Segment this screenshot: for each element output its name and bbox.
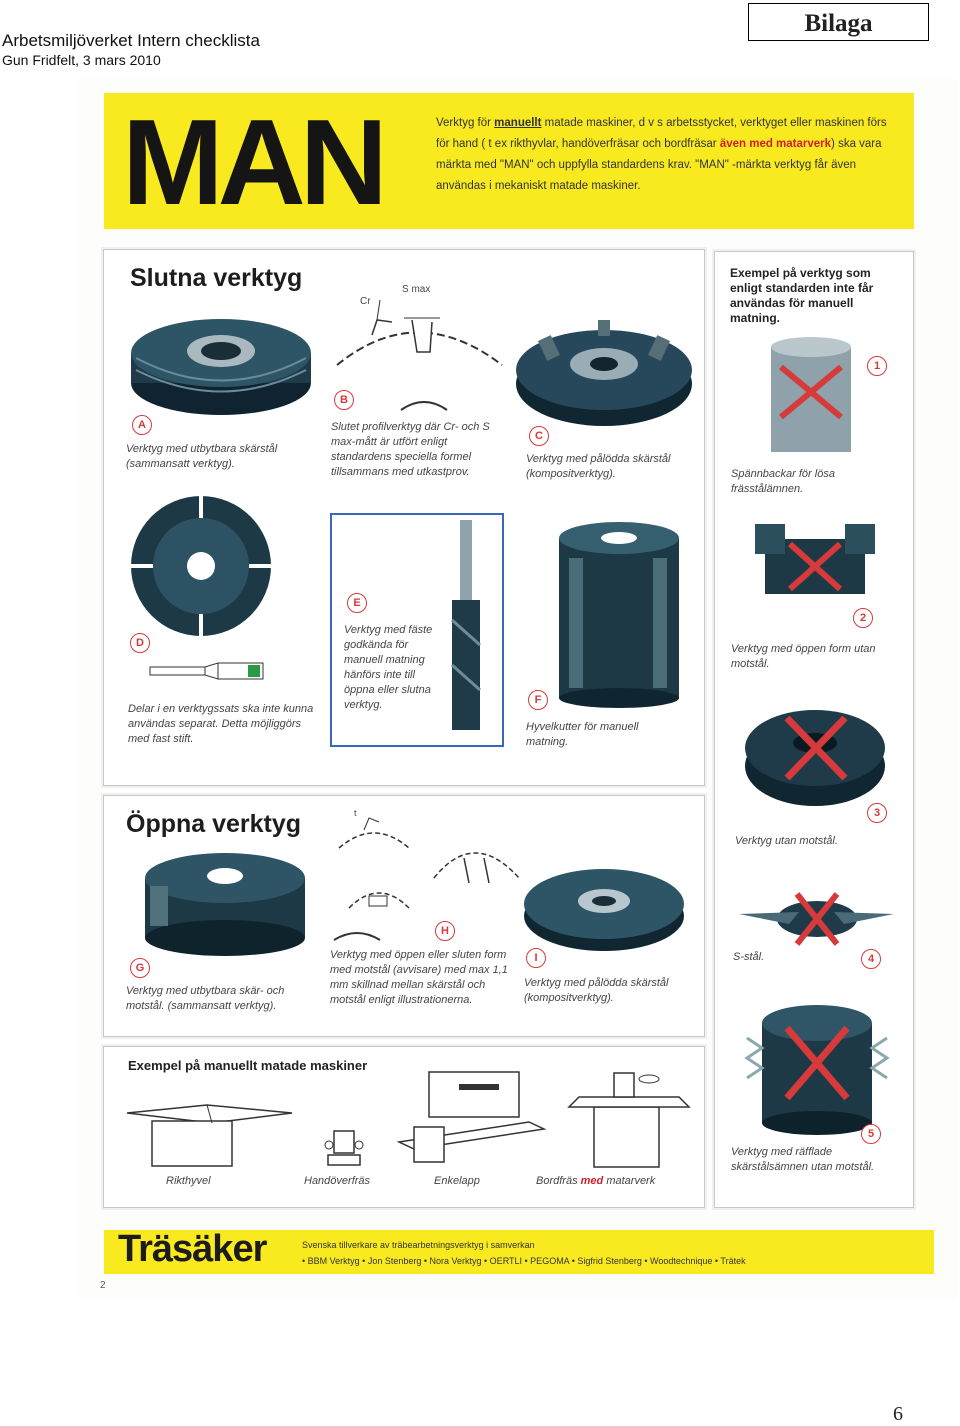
forbidden-tool-3-image (737, 688, 892, 813)
scan-page-number: 2 (100, 1280, 106, 1291)
smax-label: S max (402, 284, 431, 295)
handoverfras-icon (324, 1127, 364, 1172)
caption-h: Verktyg med öppen eller sluten form med motstål (avvisare) med max 1,1 mm skillnad mellan skärstål och motstål enligt illustrationerna. (330, 949, 508, 1006)
number-4-marker: 4 (861, 949, 881, 969)
document-header-author-date: Gun Fridfelt, 3 mars 2010 (2, 52, 161, 68)
forbidden-tool-1-image (761, 337, 861, 462)
enkelapp-icon (399, 1067, 549, 1167)
tool-i-image (516, 856, 691, 956)
pin-diagram (150, 662, 270, 682)
machine-caption-rikthyvel: Rikthyvel (166, 1175, 211, 1187)
document-header-title: Arbetsmiljöverket Intern checklista (2, 31, 260, 50)
number-1-marker: 1 (867, 356, 887, 376)
caption-i: Verktyg med pålödda skärstål (kompositverktyg). (524, 977, 669, 1004)
t1-label: t (354, 808, 357, 818)
trasaker-line-2: • BBM Verktyg • Jon Stenberg • Nora Verktyg • OERTLI • PEGOMA • Sigfrid Stenberg • Woodtechnique • Trätek (302, 1256, 746, 1266)
page-number: 6 (893, 1403, 903, 1425)
bordfras-icon (559, 1067, 699, 1172)
tool-f-image (549, 518, 689, 708)
forbidden-tools-heading: Exempel på verktyg som enligt standarden inte får användas för manuell matning. (730, 266, 874, 325)
trasaker-logo-word: Träsäker (118, 1228, 267, 1270)
caption-b: Slutet profilverktyg där Cr- och S max-mått är utfört enligt standardens speciella formel tillsammans med utkastprov. (331, 421, 490, 478)
man-banner (104, 93, 914, 229)
letter-h-marker: H (435, 921, 455, 941)
cr-label: Cr (360, 296, 371, 307)
caption-c: Verktyg med pålödda skärstål (kompositverktyg). (526, 453, 671, 480)
caption-a: Verktyg med utbytbara skärstål (sammansatt verktyg). (126, 443, 278, 470)
forbidden-caption-4: S-stål. (733, 951, 765, 963)
machines-heading: Exempel på manuellt matade maskiner (128, 1058, 368, 1073)
tool-d-image (126, 494, 276, 644)
tool-e-image (442, 520, 492, 735)
forbidden-caption-3: Verktyg utan motstål. (735, 835, 838, 847)
slutna-title: Slutna verktyg (130, 264, 303, 292)
caption-g: Verktyg med utbytbara skär- och motstål. (sammansatt verktyg). (126, 985, 285, 1012)
man-logo-word: MAN (122, 94, 382, 230)
oppna-verktyg-panel (103, 795, 705, 1037)
open-tool-diagrams (334, 808, 524, 918)
trasaker-banner (104, 1230, 934, 1274)
bilaga-box: Bilaga (748, 3, 929, 41)
caption-f: Hyvelkutter för manuell matning. (526, 721, 639, 748)
forbidden-caption-1: Spännbackar för lösa frässtålämnen. (731, 468, 835, 495)
machine-caption-enkelapp: Enkelapp (434, 1175, 480, 1187)
letter-g-marker: G (130, 958, 150, 978)
machines-panel (103, 1046, 705, 1208)
forbidden-tool-2-image (745, 514, 885, 604)
forbidden-caption-2: Verktyg med öppen form utan motstål. (731, 643, 876, 670)
letter-b-marker: B (334, 390, 354, 410)
forbidden-tools-panel (714, 251, 914, 1208)
tool-a-image (126, 298, 316, 418)
caption-e: Verktyg med fäste godkända för manuell matning hänförs inte till öppna eller slutna verktyg. (344, 624, 433, 711)
number-5-marker: 5 (861, 1124, 881, 1144)
caption-d: Delar i en verktygssats ska inte kunna användas separat. Detta möjliggörs med fast stift. (128, 703, 314, 745)
machine-caption-bordfras: Bordfräs med matarverk (536, 1175, 656, 1187)
letter-d-marker: D (130, 633, 150, 653)
letter-e-marker: E (347, 593, 367, 613)
forbidden-caption-5: Verktyg med räfflade skärstålsämnen utan motstål. (731, 1146, 875, 1173)
letter-i-marker: I (526, 948, 546, 968)
number-2-marker: 2 (853, 608, 873, 628)
machine-caption-handoverfras: Handöverfräs (304, 1175, 371, 1187)
trasaker-line-1: Svenska tillverkare av träbearbetningsverktyg i samverkan (302, 1240, 535, 1250)
arc-mark (399, 398, 449, 412)
arc-mark-h (332, 928, 382, 942)
letter-f-marker: F (528, 690, 548, 710)
number-3-marker: 3 (867, 803, 887, 823)
letter-c-marker: C (529, 426, 549, 446)
man-description: Verktyg för manuellt matade maskiner, d v s arbetsstycket, verktyget eller maskinen förs för hand ( t ex rikthyvlar, handöverfräsar och bordfräsar även med matarverk) ska vara märkta med "MAN" och uppfylla standardens krav. "MAN" -märkta verktyg får även användas i mekaniskt matade maskiner. (436, 117, 887, 192)
letter-a-marker: A (132, 415, 152, 435)
forbidden-tool-4-image (729, 884, 904, 954)
forbidden-tool-5-image (737, 998, 897, 1138)
slutna-verktyg-panel (103, 249, 705, 786)
oppna-title: Öppna verktyg (126, 810, 302, 838)
rikthyvel-icon (122, 1093, 297, 1173)
tool-g-image (130, 848, 320, 958)
tool-c-image (514, 312, 694, 430)
